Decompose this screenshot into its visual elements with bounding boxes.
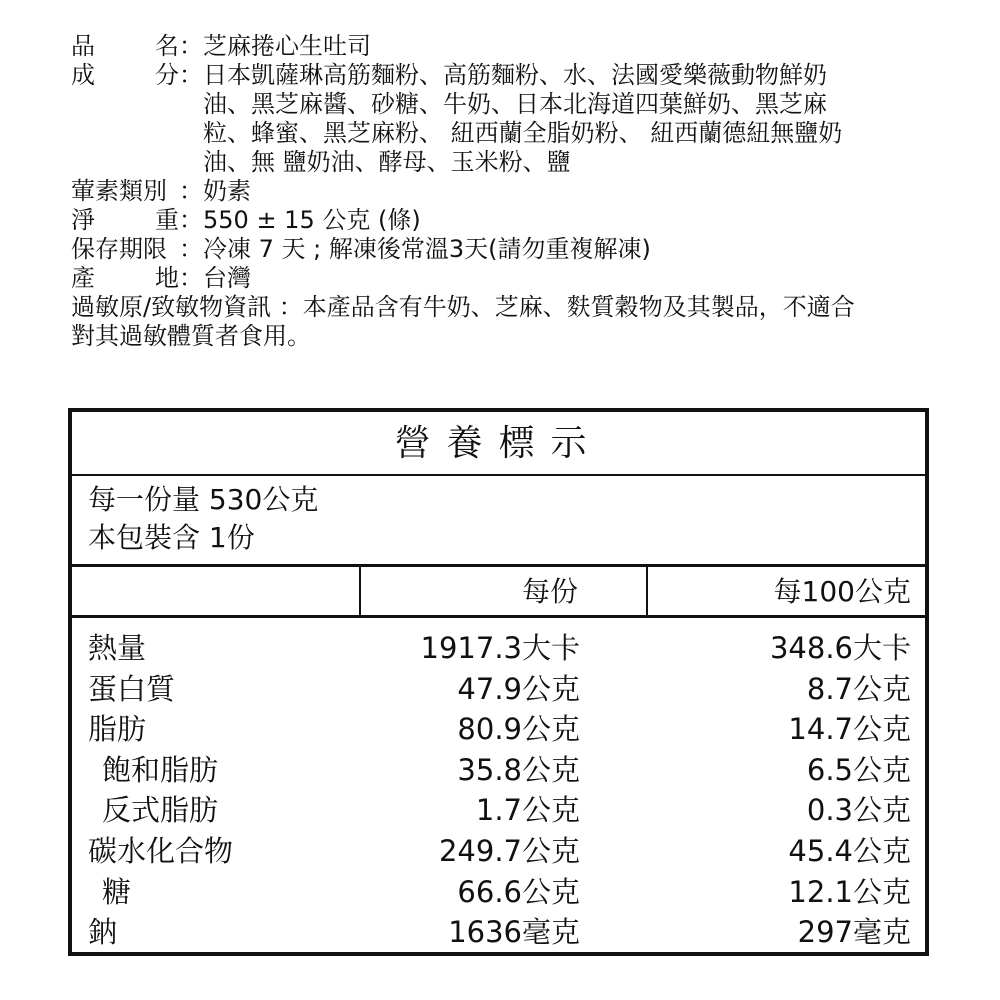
nutrient-per-100g: 14.7公克 <box>788 712 911 747</box>
nutrient-row-protein <box>72 669 925 710</box>
nutrient-per-serving: 66.6公克 <box>457 874 580 909</box>
nutrient-row-fat <box>72 709 925 750</box>
nutrient-per-serving: 1917.3大卡 <box>420 631 580 665</box>
nutrient-per-100g: 12.1公克 <box>788 874 911 909</box>
nutrient-name: 熱量 <box>88 631 147 665</box>
nutrient-name: 碳水化合物 <box>88 833 234 868</box>
nutrient-per-serving: 1636毫克 <box>448 915 580 950</box>
nutrient-name: 糖 <box>102 874 132 909</box>
serving-size: 每一份量 530公克 <box>88 483 319 516</box>
allergen-line-2: 對其過敏體質者食用。 <box>71 322 311 350</box>
nutrient-per-100g: 8.7公克 <box>806 671 911 706</box>
ingredients-row: 成 分 ： 日本凱薩琳高筋麵粉、高筋麵粉、水、法國愛樂薇動物鮮奶 <box>71 61 827 89</box>
nutrient-per-serving: 47.9公克 <box>457 671 580 706</box>
weight-value: 550 ± 15 公克 (條) <box>203 206 421 234</box>
nutrient-row-sugar <box>72 872 925 913</box>
ingredients-label: 成 分 <box>71 61 179 89</box>
nutrition-header <box>72 567 925 618</box>
ingredients-line-4: 油、無 鹽奶油、酵母、玉米粉、鹽 <box>203 148 571 176</box>
nutrient-per-serving: 1.7公克 <box>475 793 580 828</box>
ingredients-line-3: 粒、蜂蜜、黑芝麻粉、 紐西蘭全脂奶粉、 紐西蘭德紐無鹽奶 <box>203 119 843 147</box>
ingredients-line-2: 油、黑芝麻醬、砂糖、牛奶、日本北海道四葉鮮奶、黑芝麻 <box>203 90 827 118</box>
nutrient-per-100g: 0.3公克 <box>806 793 911 828</box>
nutrient-per-serving: 249.7公克 <box>438 833 580 868</box>
header-per-serving: 每份 <box>361 567 648 615</box>
nutrient-row-energy <box>72 628 925 669</box>
nutrient-name: 脂肪 <box>88 712 147 747</box>
nutrient-per-100g: 348.6大卡 <box>769 631 911 665</box>
product-name-label: 品 名 <box>71 32 179 60</box>
nutrition-table <box>68 408 929 956</box>
serving-info <box>72 481 925 567</box>
nutrient-name: 蛋白質 <box>88 671 176 706</box>
nutrient-row-saturated-fat <box>72 750 925 791</box>
header-per-100g: 每100公克 <box>773 575 911 608</box>
nutrient-name: 鈉 <box>88 915 118 950</box>
shelf-life-row: 保存期限 ： 冷凍 7 天 ; 解凍後常溫3天(請勿重複解凍) <box>71 235 651 263</box>
product-name-value: 芝麻捲心生吐司 <box>203 32 371 60</box>
shelf-life-label: 保存期限 <box>71 235 167 263</box>
nutrition-title: 營養標示 <box>72 412 925 476</box>
nutrition-rows <box>72 618 925 953</box>
shelf-life-value: 冷凍 7 天 ; 解凍後常溫3天(請勿重複解凍) <box>203 235 651 263</box>
ingredients-line-1: 日本凱薩琳高筋麵粉、高筋麵粉、水、法國愛樂薇動物鮮奶 <box>203 61 827 89</box>
weight-row: 淨 重 ： 550 ± 15 公克 (條) <box>71 206 421 234</box>
product-info <box>71 32 951 351</box>
header-blank-cell <box>72 567 361 615</box>
nutrient-per-100g: 6.5公克 <box>806 752 911 787</box>
allergen-line-1: 過敏原/致敏物資訊 ：本產品含有牛奶、芝麻、麩質穀物及其製品，不適合 <box>71 293 855 321</box>
nutrient-name: 反式脂肪 <box>102 793 219 828</box>
servings-per-pack: 本包裝含 1份 <box>88 521 255 554</box>
nutrient-row-trans-fat <box>72 790 925 831</box>
origin-row: 產 地 ： 台灣 <box>71 264 251 292</box>
origin-value: 台灣 <box>203 264 251 292</box>
diet-row: 葷素類別 ： 奶素 <box>71 177 251 205</box>
product-name-row: 品 名 ： 芝麻捲心生吐司 <box>71 32 371 60</box>
nutrient-per-serving: 80.9公克 <box>457 712 580 747</box>
origin-label: 產 地 <box>71 264 179 292</box>
nutrient-per-100g: 45.4公克 <box>788 833 911 868</box>
nutrient-name: 飽和脂肪 <box>102 752 219 787</box>
weight-label: 淨 重 <box>71 206 179 234</box>
nutrient-per-serving: 35.8公克 <box>457 752 580 787</box>
nutrient-row-carbohydrate <box>72 831 925 872</box>
nutrient-row-sodium <box>72 912 925 953</box>
nutrient-per-100g: 297毫克 <box>797 915 911 950</box>
diet-label: 葷素類別 <box>71 177 167 205</box>
diet-value: 奶素 <box>203 177 251 205</box>
